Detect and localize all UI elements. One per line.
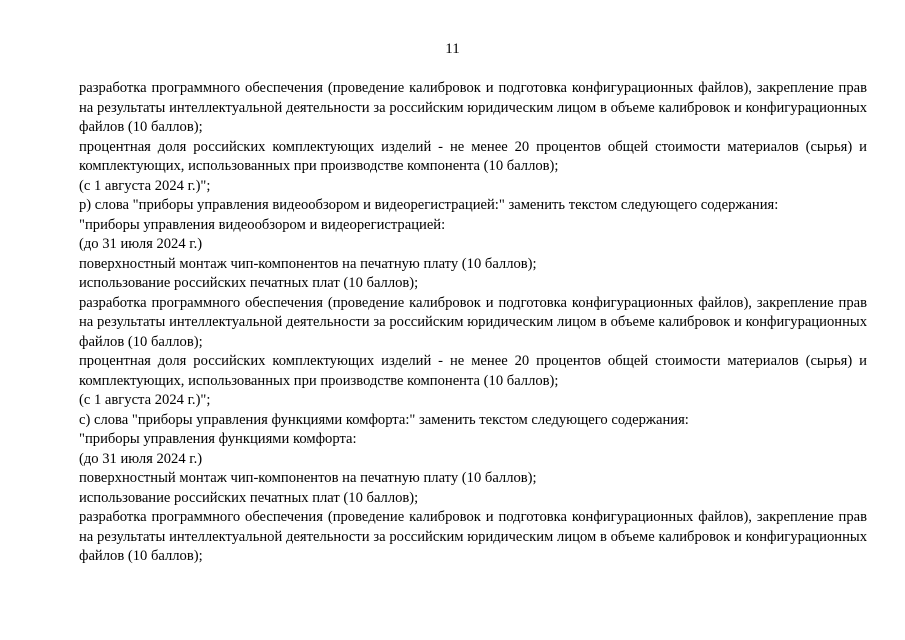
paragraph: процентная доля российских комплектующих изделий - не менее 20 процентов общей стоимости материалов (сырья) и комплектующих, использованных при производстве компонента (10 баллов);	[79, 353, 867, 389]
paragraph: (с 1 августа 2024 г.)";	[79, 177, 211, 194]
paragraph: процентная доля российских комплектующих изделий - не менее 20 процентов общей стоимости материалов (сырья) и комплектующих, использованных при производстве компонента (10 баллов);	[79, 138, 867, 174]
paragraph: р) слова "приборы управления видеообзором и видеорегистрацией:" заменить текстом следующего содержания:	[79, 197, 779, 213]
paragraph: использование российских печатных плат (10 баллов);	[79, 275, 419, 291]
paragraph: разработка программного обеспечения (проведение калибровок и подготовка конфигурационных файлов), закрепление прав на результаты интеллектуальной деятельности за российским юридическим лицом в объеме калибровок и конфигурационных файлов (10 баллов);	[79, 509, 867, 564]
paragraph: разработка программного обеспечения (проведение калибровок и подготовка конфигурационных файлов), закрепление прав на результаты интеллектуальной деятельности за российским юридическим лицом в объеме калибровок и конфигурационных файлов (10 баллов);	[79, 80, 867, 135]
paragraph: (до 31 июля 2024 г.)	[79, 236, 203, 252]
paragraph: (с 1 августа 2024 г.)";	[79, 392, 211, 408]
paragraph: поверхностный монтаж чип-компонентов на печатную плату (10 баллов);	[79, 255, 537, 272]
document-body	[79, 79, 867, 567]
paragraph: поверхностный монтаж чип-компонентов на печатную плату (10 баллов);	[79, 470, 537, 486]
paragraph: "приборы управления видеообзором и видеорегистрацией:	[79, 216, 446, 233]
paragraph: (до 31 июля 2024 г.)	[79, 450, 203, 467]
paragraph: "приборы управления функциями комфорта:	[79, 431, 357, 447]
paragraph: с) слова "приборы управления функциями комфорта:" заменить текстом следующего содержания:	[79, 411, 689, 428]
page-number: 11	[445, 41, 460, 57]
paragraph: разработка программного обеспечения (проведение калибровок и подготовка конфигурационных файлов), закрепление прав на результаты интеллектуальной деятельности за российским юридическим лицом в объеме калибровок и конфигурационных файлов (10 баллов);	[79, 294, 867, 350]
paragraph: использование российских печатных плат (10 баллов);	[79, 489, 419, 506]
